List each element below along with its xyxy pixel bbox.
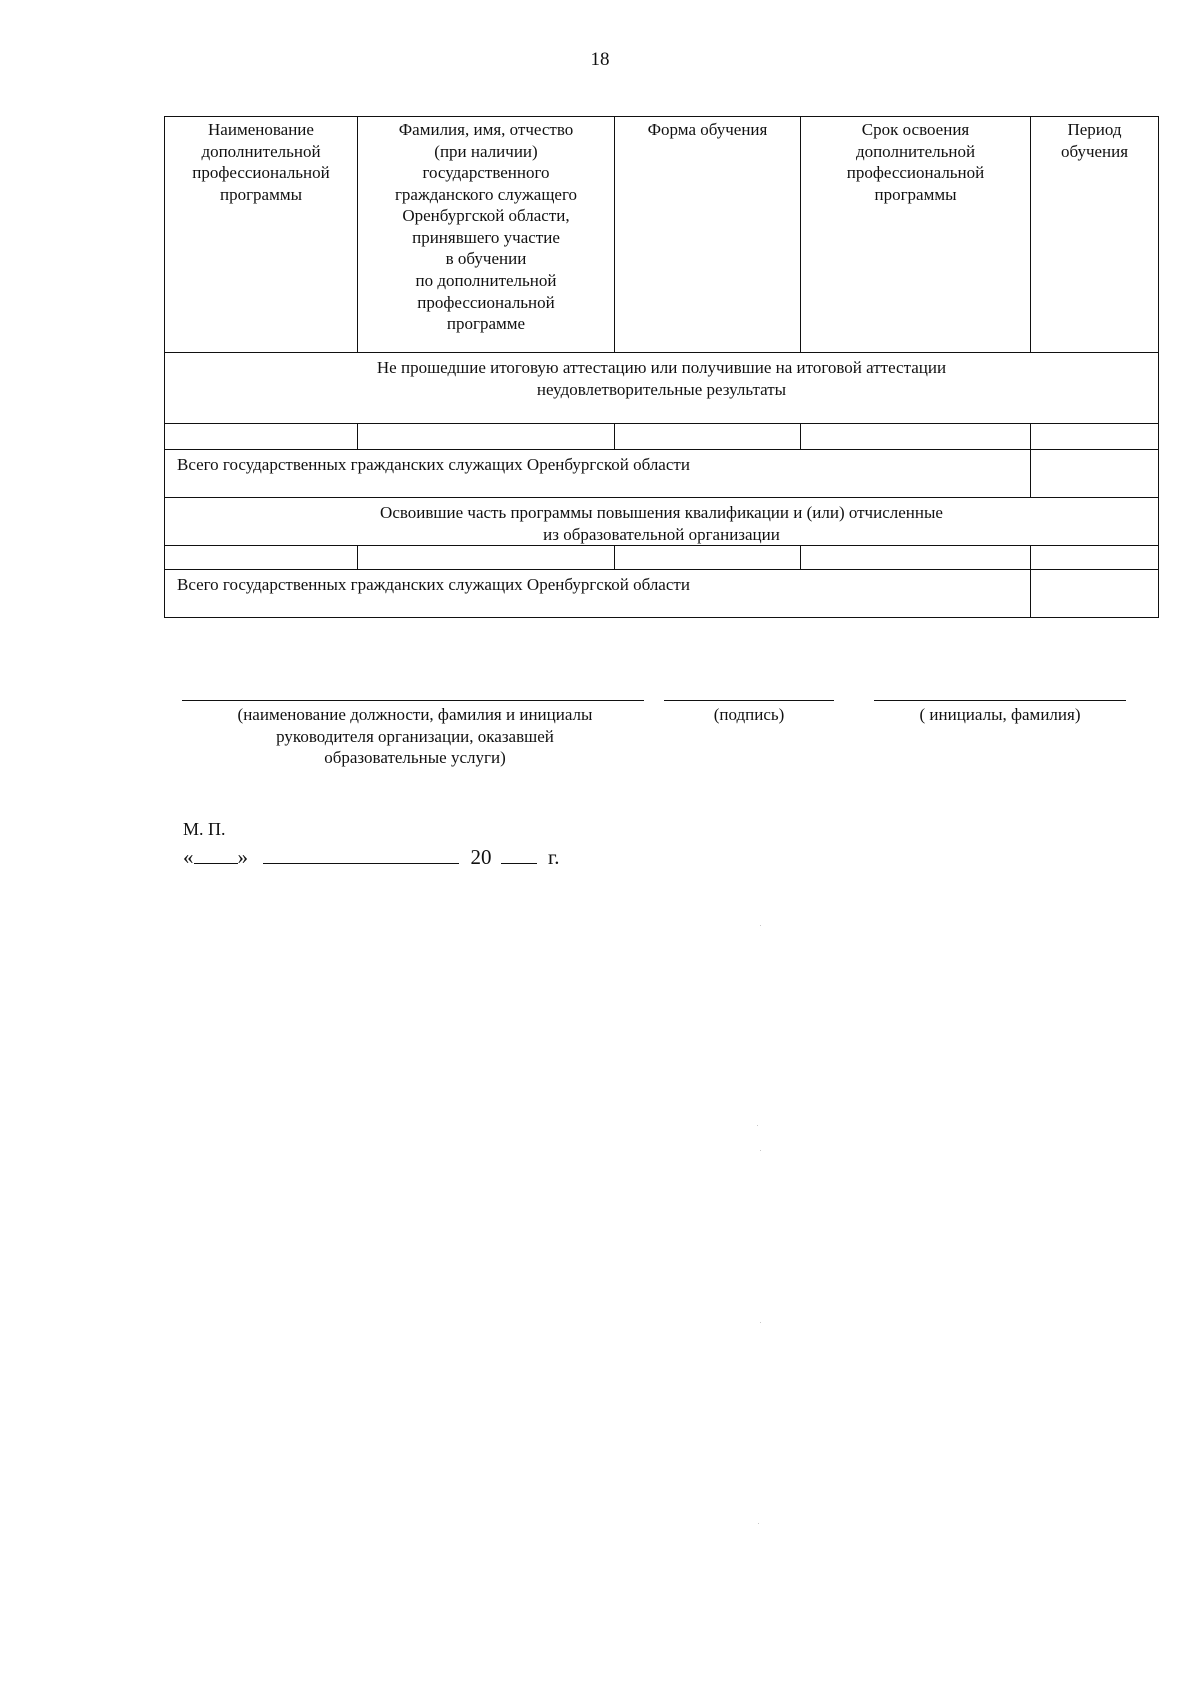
header-program-duration: Срок освоения дополнительной профессиональной программы	[801, 117, 1031, 353]
cell-study-period[interactable]	[1031, 546, 1159, 570]
section-failed-row	[165, 353, 1159, 424]
section-failed-title: Не прошедшие итоговую аттестацию или получившие на итоговой аттестации неудовлетворительные результаты	[165, 353, 1159, 424]
header-full-name: Фамилия, имя, отчество (при наличии) государственного гражданского служащего Оренбургской области, принявшего участие в обучении по дополнительной профессиональной программе	[358, 117, 615, 353]
cell-full-name[interactable]	[358, 546, 615, 570]
position-caption: (наименование должности, фамилия и инициалы руководителя организации, оказавшей образовательные услуги)	[237, 705, 593, 768]
stamp-placeholder: М. П.	[183, 819, 226, 839]
position-signature-line[interactable]	[182, 700, 644, 701]
signature-line[interactable]	[664, 700, 834, 701]
cell-program-duration[interactable]	[801, 546, 1031, 570]
section-partial-row	[165, 498, 1159, 546]
scan-speck	[760, 1322, 761, 1323]
scan-speck	[760, 1150, 761, 1151]
year-prefix: 20	[470, 845, 492, 869]
header-study-form: Форма обучения	[615, 117, 801, 353]
cell-program-name[interactable]	[165, 424, 358, 450]
scan-speck	[758, 1523, 759, 1524]
total-partial-label: Всего государственных гражданских служащих Оренбургской области	[165, 570, 1031, 618]
cell-study-form[interactable]	[615, 546, 801, 570]
year-field[interactable]	[501, 862, 537, 864]
date-line	[183, 844, 560, 871]
day-field[interactable]	[194, 862, 238, 864]
total-partial-value[interactable]	[1031, 570, 1159, 618]
date-open-quote: «	[183, 845, 194, 869]
date-close-quote: »	[237, 845, 248, 869]
table-header-row	[165, 117, 1159, 353]
training-results-table	[164, 116, 1159, 618]
cell-study-period[interactable]	[1031, 424, 1159, 450]
table-row	[165, 424, 1159, 450]
header-program-name: Наименование дополнительной профессиональной программы	[165, 117, 358, 353]
total-failed-label: Всего государственных гражданских служащих Оренбургской области	[165, 450, 1031, 498]
name-signature-line[interactable]	[874, 700, 1126, 701]
month-field[interactable]	[263, 862, 459, 864]
total-failed-value[interactable]	[1031, 450, 1159, 498]
scan-speck	[760, 925, 761, 926]
total-partial-row	[165, 570, 1159, 618]
table-row	[165, 546, 1159, 570]
scan-speck	[757, 1125, 758, 1126]
cell-program-name[interactable]	[165, 546, 358, 570]
cell-program-duration[interactable]	[801, 424, 1031, 450]
total-failed-row	[165, 450, 1159, 498]
year-suffix: г.	[548, 845, 560, 869]
section-partial-title: Освоившие часть программы повышения квалификации и (или) отчисленные из образовательной организации	[165, 498, 1159, 546]
name-caption: ( инициалы, фамилия)	[919, 705, 1081, 724]
page-number: 18	[590, 49, 610, 70]
cell-study-form[interactable]	[615, 424, 801, 450]
signature-caption: (подпись)	[713, 705, 785, 724]
header-study-period: Период обучения	[1031, 117, 1159, 353]
cell-full-name[interactable]	[358, 424, 615, 450]
